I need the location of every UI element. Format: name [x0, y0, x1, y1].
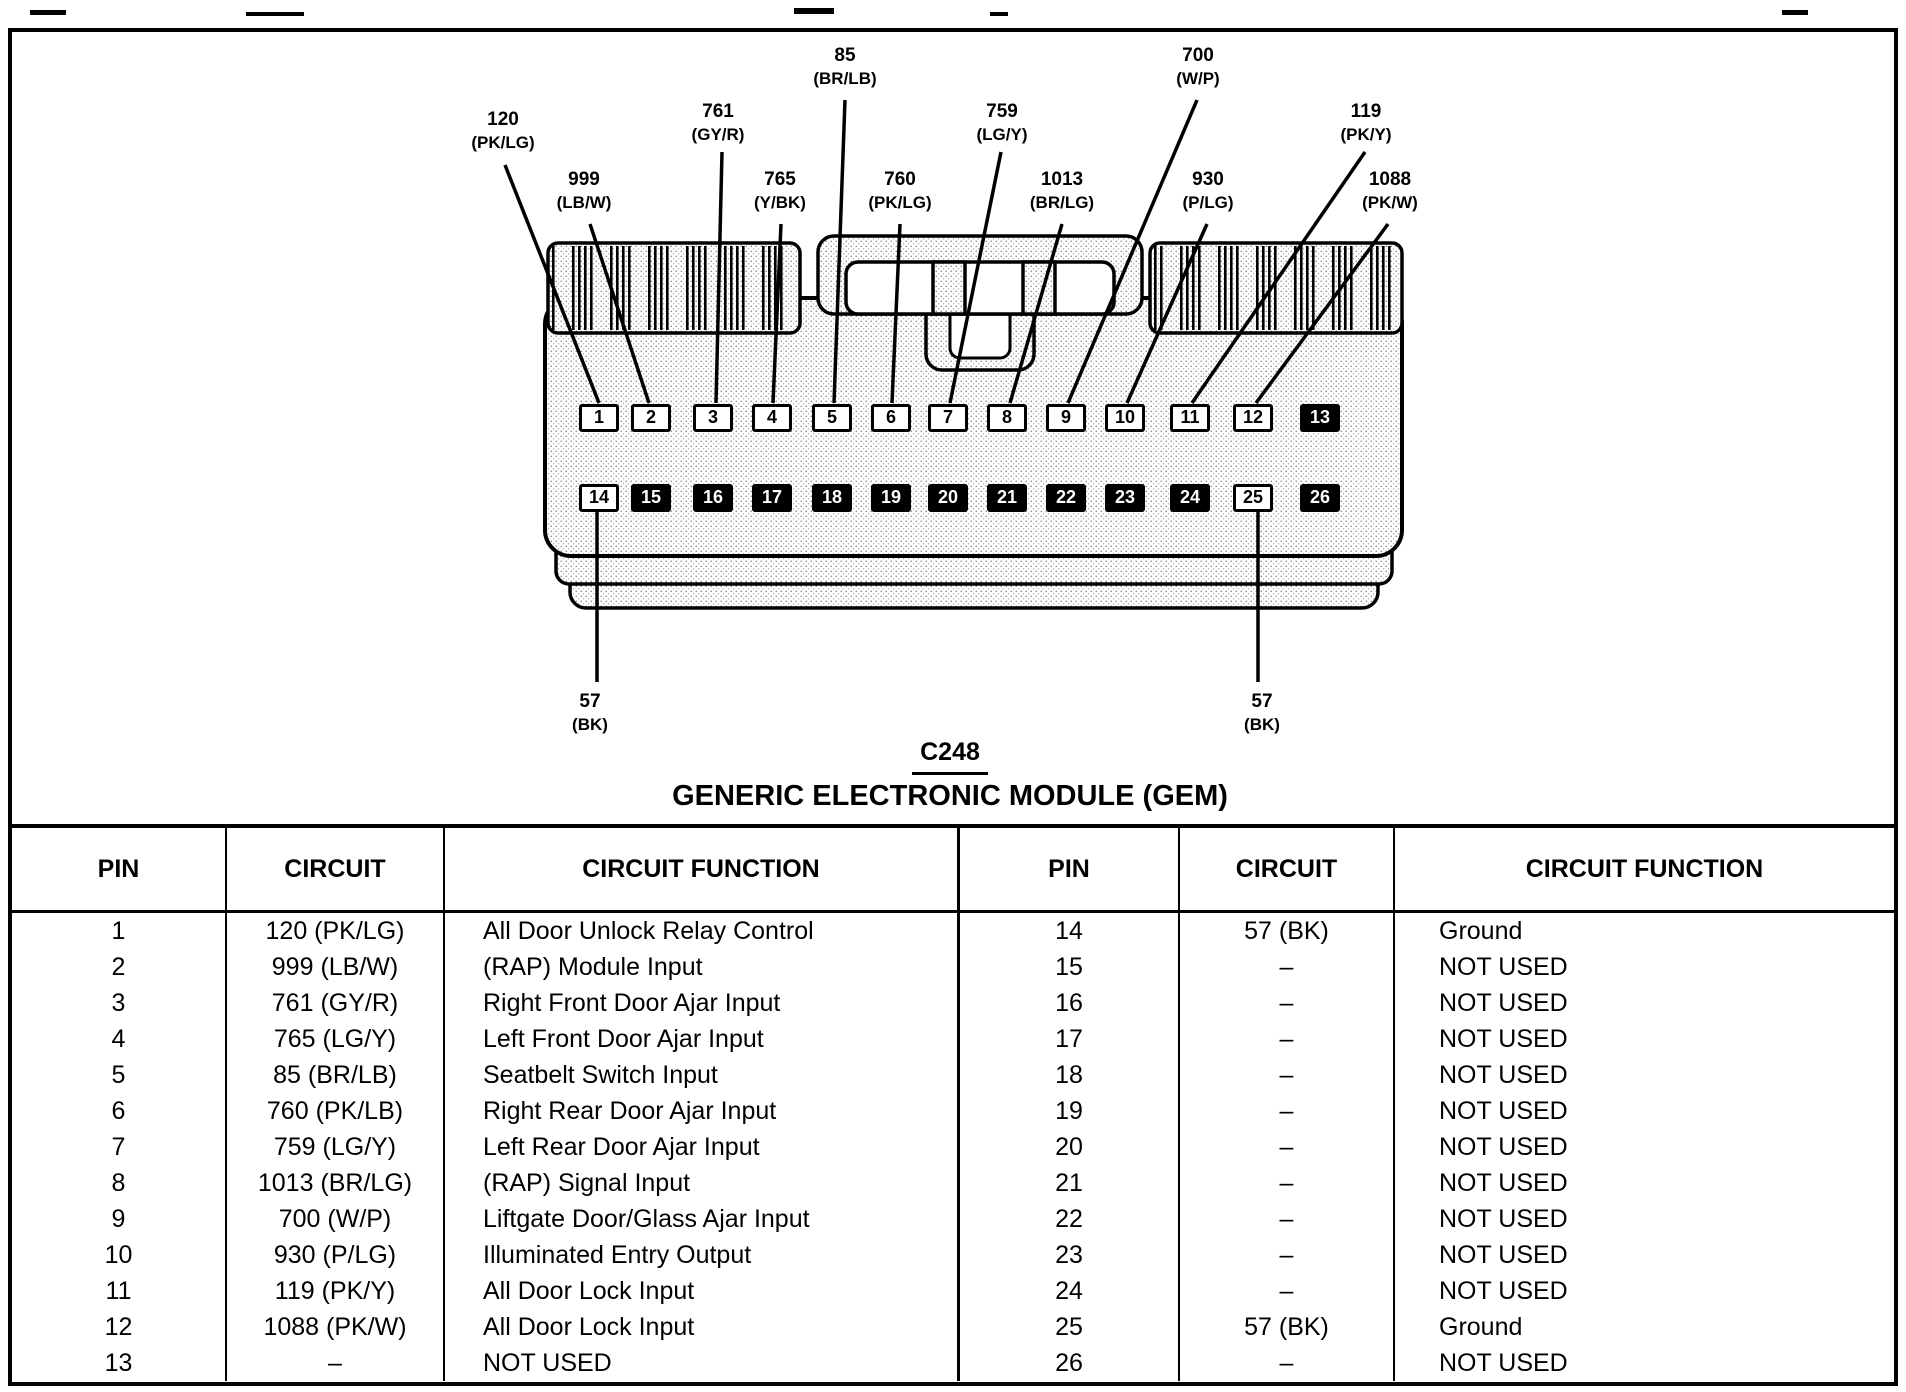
wire-circuit-number: 57 [1251, 691, 1273, 712]
wire-color-code: (BR/LG) [1029, 193, 1095, 212]
pin-box-13: 13 [1300, 404, 1340, 432]
pin-cell: 8 [12, 1165, 227, 1201]
pin-cell: 13 [12, 1345, 227, 1381]
function-cell: Ground [1439, 1313, 1523, 1341]
wire-circuit-number: 119 [1350, 101, 1382, 122]
function-cell: All Door Unlock Relay Control [445, 913, 960, 949]
pin-cell: 17 [960, 1021, 1180, 1057]
circuit-cell: – [1180, 1057, 1395, 1093]
pin-box-11: 11 [1170, 404, 1210, 432]
function-cell: NOT USED [1439, 1277, 1568, 1305]
pin-box-1: 1 [579, 404, 619, 432]
pin-cell: 14 [960, 913, 1180, 949]
pin-box-17: 17 [752, 484, 792, 512]
header-function-right: CIRCUIT FUNCTION [1395, 828, 1894, 913]
wire-circuit-number: 700 [1182, 45, 1214, 66]
header-pin-left: PIN [12, 828, 227, 913]
pin-box-10: 10 [1105, 404, 1145, 432]
pin-box-15: 15 [631, 484, 671, 512]
circuit-cell: – [1180, 1345, 1395, 1381]
pin-cell: 4 [12, 1021, 227, 1057]
pin-cell: 6 [12, 1093, 227, 1129]
function-cell: (RAP) Signal Input [445, 1165, 960, 1201]
pin-box-21: 21 [987, 484, 1027, 512]
pin-cell: 12 [12, 1309, 227, 1345]
function-cell: All Door Lock Input [445, 1309, 960, 1345]
wire-circuit-number: 930 [1192, 169, 1224, 190]
pin-box-20: 20 [928, 484, 968, 512]
pin-box-3: 3 [693, 404, 733, 432]
circuit-cell: – [1180, 1273, 1395, 1309]
wire-circuit-number: 765 [764, 169, 796, 190]
wire-color-code: (BK) [572, 715, 608, 734]
function-cell: Liftgate Door/Glass Ajar Input [445, 1201, 960, 1237]
function-cell: NOT USED [1439, 1169, 1568, 1197]
pin-box-7: 7 [928, 404, 968, 432]
wire-circuit-number: 761 [702, 101, 734, 122]
pin-cell: 15 [960, 949, 1180, 985]
function-cell: (RAP) Module Input [445, 949, 960, 985]
circuit-cell: 119 (PK/Y) [227, 1273, 445, 1309]
wire-circuit-number: 85 [834, 45, 856, 66]
pin-cell: 9 [12, 1201, 227, 1237]
function-cell: Ground [1439, 917, 1523, 945]
function-cell: Left Front Door Ajar Input [445, 1021, 960, 1057]
pin-box-12: 12 [1233, 404, 1273, 432]
function-cell: Seatbelt Switch Input [445, 1057, 960, 1093]
wire-color-code: (PK/W) [1362, 193, 1418, 212]
pin-box-14: 14 [579, 484, 619, 512]
wire-color-code: (PK/Y) [1340, 125, 1392, 144]
circuit-cell: 57 (BK) [1180, 1309, 1395, 1345]
function-cell: NOT USED [1439, 1097, 1568, 1125]
wire-circuit-number: 120 [487, 109, 519, 130]
function-cell: NOT USED [1439, 1061, 1568, 1089]
circuit-cell: – [1180, 1129, 1395, 1165]
pin-cell: 10 [12, 1237, 227, 1273]
function-cell: NOT USED [1439, 989, 1568, 1017]
header-circuit-right: CIRCUIT [1180, 828, 1395, 913]
function-cell: All Door Lock Input [445, 1273, 960, 1309]
function-cell: NOT USED [1439, 1205, 1568, 1233]
pin-cell: 20 [960, 1129, 1180, 1165]
wire-color-code: (P/LG) [1182, 193, 1234, 212]
function-cell: NOT USED [1439, 1133, 1568, 1161]
pin-cell: 2 [12, 949, 227, 985]
wire-color-code: (BK) [1244, 715, 1280, 734]
pin-box-5: 5 [812, 404, 852, 432]
wire-circuit-number: 999 [568, 169, 600, 190]
pin-cell: 5 [12, 1057, 227, 1093]
circuit-cell: – [227, 1345, 445, 1381]
pin-cell: 3 [12, 985, 227, 1021]
circuit-cell: – [1180, 1093, 1395, 1129]
circuit-cell: 700 (W/P) [227, 1201, 445, 1237]
pin-box-9: 9 [1046, 404, 1086, 432]
pin-box-18: 18 [812, 484, 852, 512]
wire-color-code: (LB/W) [556, 193, 612, 212]
circuit-cell: 120 (PK/LG) [227, 913, 445, 949]
pin-box-26: 26 [1300, 484, 1340, 512]
pin-box-24: 24 [1170, 484, 1210, 512]
pin-cell: 23 [960, 1237, 1180, 1273]
function-cell: Right Rear Door Ajar Input [445, 1093, 960, 1129]
circuit-cell: – [1180, 1165, 1395, 1201]
wire-color-code: (W/P) [1176, 69, 1220, 88]
circuit-cell: 1088 (PK/W) [227, 1309, 445, 1345]
header-circuit-left: CIRCUIT [227, 828, 445, 913]
pin-cell: 24 [960, 1273, 1180, 1309]
pin-box-2: 2 [631, 404, 671, 432]
scan-artifacts [30, 8, 1808, 16]
wire-color-code: (LG/Y) [976, 125, 1028, 144]
wire-circuit-number: 760 [884, 169, 916, 190]
wire-color-code: (BR/LB) [813, 69, 877, 88]
circuit-cell: 1013 (BR/LG) [227, 1165, 445, 1201]
circuit-cell: 57 (BK) [1180, 913, 1395, 949]
circuit-cell: 759 (LG/Y) [227, 1129, 445, 1165]
pin-box-4: 4 [752, 404, 792, 432]
pin-cell: 16 [960, 985, 1180, 1021]
pin-cell: 7 [12, 1129, 227, 1165]
connector-id-title: C248 [300, 738, 1600, 775]
pin-box-6: 6 [871, 404, 911, 432]
header-function-left: CIRCUIT FUNCTION [445, 828, 960, 913]
function-cell: NOT USED [1439, 1025, 1568, 1053]
connector-name-title: GENERIC ELECTRONIC MODULE (GEM) [672, 780, 1228, 812]
wire-color-code: (Y/BK) [754, 193, 806, 212]
wire-color-code: (GY/R) [691, 125, 745, 144]
circuit-cell: 85 (BR/LB) [227, 1057, 445, 1093]
pin-box-22: 22 [1046, 484, 1086, 512]
pin-box-8: 8 [987, 404, 1027, 432]
circuit-cell: 761 (GY/R) [227, 985, 445, 1021]
header-pin-right: PIN [960, 828, 1180, 913]
circuit-cell: – [1180, 1201, 1395, 1237]
pin-cell: 11 [12, 1273, 227, 1309]
wire-circuit-number: 1013 [1040, 169, 1084, 190]
function-cell: NOT USED [1439, 1349, 1568, 1377]
circuit-cell: – [1180, 1237, 1395, 1273]
circuit-cell: – [1180, 949, 1395, 985]
pinout-table [8, 824, 1898, 1386]
wire-circuit-number: 1088 [1368, 169, 1412, 190]
circuit-cell: 760 (PK/LB) [227, 1093, 445, 1129]
circuit-cell: 765 (LG/Y) [227, 1021, 445, 1057]
circuit-cell: – [1180, 1021, 1395, 1057]
circuit-cell: 999 (LB/W) [227, 949, 445, 985]
pin-cell: 19 [960, 1093, 1180, 1129]
pin-cell: 26 [960, 1345, 1180, 1381]
function-cell: NOT USED [1439, 1241, 1568, 1269]
wire-circuit-number: 759 [986, 101, 1018, 122]
pin-box-16: 16 [693, 484, 733, 512]
circuit-cell: – [1180, 985, 1395, 1021]
pin-cell: 1 [12, 913, 227, 949]
function-cell: Left Rear Door Ajar Input [445, 1129, 960, 1165]
function-cell: Right Front Door Ajar Input [445, 985, 960, 1021]
function-cell: NOT USED [1439, 953, 1568, 981]
wire-color-code: (PK/LG) [868, 193, 932, 212]
wire-color-code: (PK/LG) [471, 133, 535, 152]
pin-cell: 21 [960, 1165, 1180, 1201]
function-cell: NOT USED [445, 1345, 960, 1381]
pin-box-19: 19 [871, 484, 911, 512]
function-cell: Illuminated Entry Output [445, 1237, 960, 1273]
circuit-cell: 930 (P/LG) [227, 1237, 445, 1273]
wire-circuit-number: 57 [579, 691, 601, 712]
pin-cell: 22 [960, 1201, 1180, 1237]
pin-cell: 25 [960, 1309, 1180, 1345]
pin-box-23: 23 [1105, 484, 1145, 512]
pin-cell: 18 [960, 1057, 1180, 1093]
pin-box-25: 25 [1233, 484, 1273, 512]
